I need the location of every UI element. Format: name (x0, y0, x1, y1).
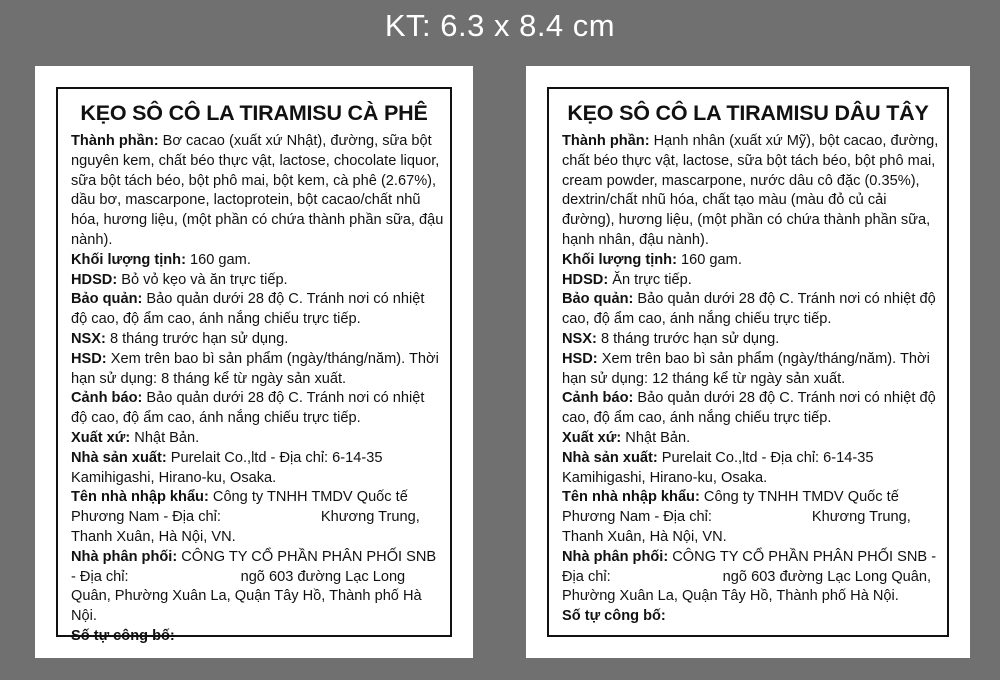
distributor-field (562, 548, 941, 607)
manufacturer-field (71, 449, 444, 489)
distributor-field (71, 548, 444, 627)
field-value: Purelait Co.,ltd - Địa chỉ: 6-14-35 Kamihigashi, Hirano-ku, Osaka. (71, 449, 383, 486)
field-label: Tên nhà nhập khẩu: (71, 489, 209, 506)
field-value: 160 gam. (681, 251, 742, 268)
field-value: Bảo quản dưới 28 độ C. Tránh nơi có nhiệt độ cao, độ ẩm cao, ánh nắng chiếu trực tiếp. (562, 291, 936, 328)
field-label: NSX: (71, 330, 106, 347)
field-label: Nhà phân phối: (71, 548, 178, 565)
label-card-strawberry (526, 66, 970, 658)
label-frame (547, 87, 949, 637)
field-label: Cảnh báo: (71, 390, 143, 407)
usage-field (562, 271, 941, 291)
field-label: HDSD: (71, 271, 118, 288)
field-label: Số tự công bố: (562, 608, 666, 625)
field-value: Công ty TNHH TMDV Quốc tế Phương Nam - Địa chỉ: (71, 489, 408, 526)
net-weight-field (562, 251, 941, 271)
origin-field (562, 429, 941, 449)
field-label: Thành phần: (71, 133, 159, 149)
field-label: NSX: (562, 330, 597, 347)
field-label: Nhà phân phối: (562, 548, 669, 565)
field-value-address: ngõ 603 đường Lạc Long Quân, Phường Xuân La, Quận Tây Hồ, Thành phố Hà Nội. (71, 568, 422, 625)
label-body (549, 132, 947, 627)
field-value: Ăn trực tiếp. (612, 271, 692, 288)
field-value: Hạnh nhân (xuất xứ Mỹ), bột cacao, đường, chất béo thực vật, lactose, sữa bột tách béo, bột phô mai, cream powder, mascarpone, nước dâu cô đặc (0.35%), dextrin/chất nhũ hóa, chất tạo màu (màu đỏ củ cải đường), hương liệu, (một phần có chứa thành phần sữa, hạnh nhân, đậu nành). (562, 133, 939, 248)
warning-field (562, 389, 941, 429)
manufacturer-field (562, 449, 941, 489)
product-title: KẸO SÔ CÔ LA TIRAMISU DÂU TÂY (567, 101, 929, 125)
importer-field (562, 488, 941, 547)
expiry-field (71, 350, 444, 390)
field-value: CÔNG TY CỔ PHẦN PHÂN PHỐI SNB - Địa chỉ: (562, 548, 937, 585)
field-value: Bỏ vỏ kẹo và ăn trực tiếp. (121, 271, 288, 288)
field-label: Bảo quản: (562, 291, 634, 308)
label-card-coffee (35, 66, 473, 658)
manufacture-date-field (562, 330, 941, 350)
announcement-field (562, 607, 941, 627)
field-value: Bảo quản dưới 28 độ C. Tránh nơi có nhiệt độ cao, độ ẩm cao, ánh nắng chiếu trực tiếp. (71, 291, 425, 328)
field-label: Khối lượng tịnh: (562, 251, 677, 268)
field-value: 8 tháng trước hạn sử dụng. (109, 330, 289, 347)
field-value: CÔNG TY CỔ PHẦN PHÂN PHỐI SNB - Địa chỉ: (71, 548, 437, 585)
expiry-field (562, 350, 941, 390)
field-label: Cảnh báo: (562, 390, 634, 407)
field-value: Xem trên bao bì sản phẩm (ngày/tháng/năm). Thời hạn sử dụng: 8 tháng kể từ ngày sản xuất. (71, 350, 439, 387)
origin-field (71, 429, 444, 449)
field-value: Nhật Bản. (625, 429, 691, 446)
field-value: Bơ cacao (xuất xứ Nhật), đường, sữa bột nguyên kem, chất béo thực vật, lactose, chocolate liquor, sữa bột tách béo, bột phô mai, bột kem, cà phê (2.67%), dầu bơ, mascarpone, lactoprotein, bột cacao/chất nhũ hóa, hương liệu, (một phần có chứa thành phần sữa, đậu nành). (71, 133, 444, 248)
ingredients-field (562, 132, 941, 251)
field-label: HDSD: (562, 271, 609, 288)
field-label: Xuất xứ: (562, 429, 622, 446)
field-label: Bảo quản: (71, 291, 143, 308)
label-frame (56, 87, 452, 644)
importer-field (71, 488, 444, 547)
field-label: Thành phần: (562, 133, 650, 149)
announcement-field (71, 627, 444, 647)
field-value-address: ngõ 603 đường Lạc Long Quân, Phường Xuân La, Quận Tây Hồ, Thành phố Hà Nội. (562, 568, 932, 605)
field-value: Công ty TNHH TMDV Quốc tế Phương Nam - Địa chỉ: (562, 489, 899, 526)
field-value: Bảo quản dưới 28 độ C. Tránh nơi có nhiệt độ cao, độ ẩm cao, ánh nắng chiếu trực tiếp. (562, 390, 936, 427)
storage-field (71, 290, 444, 330)
manufacture-date-field (71, 330, 444, 350)
field-value: 8 tháng trước hạn sử dụng. (600, 330, 780, 347)
field-label: Nhà sản xuất: (562, 449, 658, 466)
field-value: 160 gam. (190, 251, 251, 268)
field-label: Nhà sản xuất: (71, 449, 167, 466)
field-label: Tên nhà nhập khẩu: (562, 489, 700, 506)
product-title: KẸO SÔ CÔ LA TIRAMISU CÀ PHÊ (80, 101, 428, 125)
label-body (58, 132, 450, 647)
field-value: Xem trên bao bì sản phẩm (ngày/tháng/năm). Thời hạn sử dụng: 12 tháng kể từ ngày sản xuất. (562, 350, 930, 387)
field-value-address: Khương Trung, Thanh Xuân, Hà Nội, VN. (562, 509, 911, 545)
field-label: HSD: (562, 350, 598, 367)
field-value-address: Khương Trung, Thanh Xuân, Hà Nội, VN. (71, 509, 420, 545)
ingredients-field (71, 132, 444, 251)
field-value: Purelait Co.,ltd - Địa chỉ: 6-14-35 Kamihigashi, Hirano-ku, Osaka. (562, 449, 874, 486)
warning-field (71, 389, 444, 429)
field-value: Bảo quản dưới 28 độ C. Tránh nơi có nhiệt độ cao, độ ẩm cao, ánh nắng chiếu trực tiếp. (71, 390, 425, 427)
field-label: Xuất xứ: (71, 429, 131, 446)
net-weight-field (71, 251, 444, 271)
field-value: Nhật Bản. (134, 429, 200, 446)
usage-field (71, 271, 444, 291)
field-label: HSD: (71, 350, 107, 367)
field-label: Số tự công bố: (71, 627, 175, 644)
field-label: Khối lượng tịnh: (71, 251, 186, 268)
storage-field (562, 290, 941, 330)
size-title: KT: 6.3 x 8.4 cm (384, 8, 616, 43)
